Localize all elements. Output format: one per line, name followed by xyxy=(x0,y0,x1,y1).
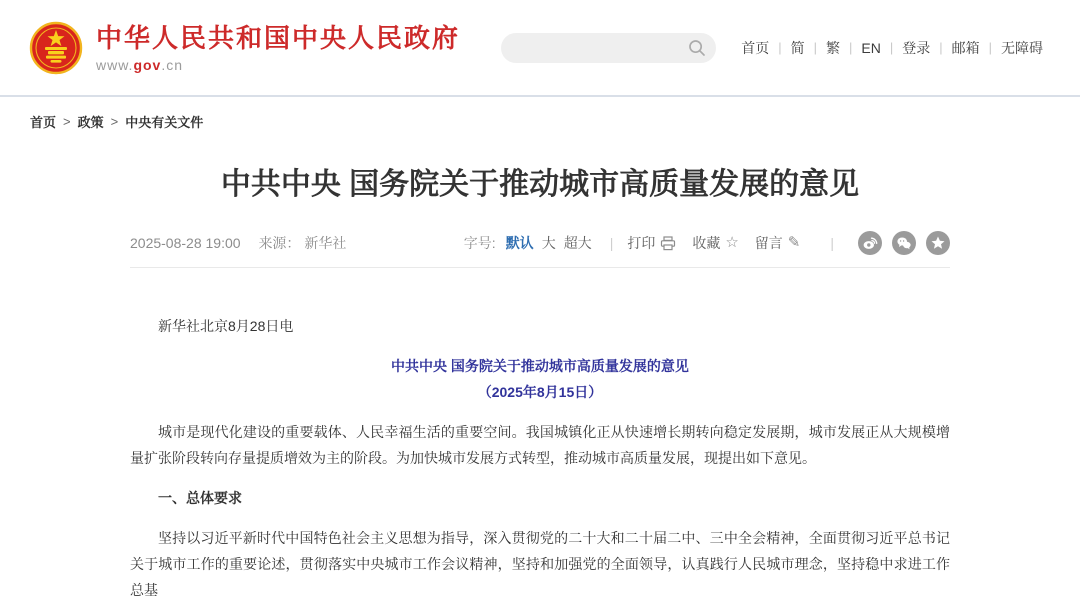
nav-mail[interactable]: 邮箱 xyxy=(951,39,980,56)
comment-label: 留言 xyxy=(754,235,783,251)
meta-separator: | xyxy=(830,235,834,251)
star-share-icon[interactable] xyxy=(926,231,950,255)
page-title: 中共中央 国务院关于推动城市高质量发展的意见 xyxy=(220,168,860,201)
nav-separator: | xyxy=(889,40,894,55)
print-button[interactable] xyxy=(627,233,676,253)
top-nav xyxy=(732,38,1052,58)
printer-icon xyxy=(660,236,676,251)
font-size-xlarge[interactable]: 超大 xyxy=(563,235,592,251)
article-meta-left xyxy=(130,233,346,253)
font-size-label: 字号: xyxy=(463,235,496,251)
document-heading xyxy=(130,353,950,405)
breadcrumb xyxy=(0,97,1080,131)
weibo-icon[interactable] xyxy=(858,231,882,255)
site-url-gov: gov xyxy=(133,56,162,73)
section-heading: 一、总体要求 xyxy=(158,490,242,506)
meta-separator: | xyxy=(609,235,614,251)
breadcrumb-central-documents[interactable]: 中央有关文件 xyxy=(125,115,204,130)
body-paragraph: 城市是现代化建设的重要载体、人民幸福生活的重要空间。我国城镇化正从快速增长期转向稳定发展期，城市发展正从大规模增量扩张阶段转向存量提质增效为主的阶段。为加快城市发展方式转型，推动城市高质量发展，现提出如下意见。 xyxy=(130,424,950,466)
nav-simplified[interactable]: 简 xyxy=(790,39,805,56)
search-input[interactable] xyxy=(515,40,688,55)
body-paragraph: 坚持以习近平新时代中国特色社会主义思想为指导，深入贯彻党的二十大和二十届二中、三中全会精神，全面贯彻习近平总书记关于城市工作的重要论述，贯彻落实中央城市工作会议精神，坚持和加强党的全面领导，认真践行人民城市理念，坚持稳中求进工作总基 xyxy=(130,530,950,598)
meta-divider xyxy=(130,267,950,268)
nav-accessibility[interactable]: 无障碍 xyxy=(1001,39,1043,56)
nav-separator: | xyxy=(813,40,817,55)
site-url xyxy=(96,57,460,73)
nav-traditional[interactable]: 繁 xyxy=(825,39,840,56)
print-label: 打印 xyxy=(627,235,656,251)
site-url-cn: .cn xyxy=(161,56,184,73)
nav-separator: | xyxy=(778,40,782,55)
font-size-large[interactable]: 大 xyxy=(541,235,556,251)
article-meta xyxy=(130,231,950,255)
publish-datetime: 2025-08-28 19:00 xyxy=(130,235,241,251)
breadcrumb-separator: > xyxy=(63,114,71,129)
favorite-button[interactable] xyxy=(692,233,738,253)
comment-button[interactable] xyxy=(755,233,801,253)
nav-login[interactable]: 登录 xyxy=(902,39,931,56)
article-body xyxy=(130,313,950,603)
source-value[interactable]: 新华社 xyxy=(304,235,347,251)
nav-home[interactable]: 首页 xyxy=(741,39,770,56)
wechat-icon[interactable] xyxy=(892,231,916,255)
document-date: （2025年8月15日） xyxy=(477,384,603,400)
site-brand[interactable] xyxy=(28,20,460,76)
site-title: 中华人民共和国中央人民政府 xyxy=(96,22,461,53)
article xyxy=(130,165,950,603)
search-box xyxy=(501,33,716,63)
nav-separator: | xyxy=(988,40,992,55)
site-header xyxy=(0,0,1080,97)
national-emblem-icon xyxy=(28,20,84,76)
breadcrumb-separator: > xyxy=(110,114,119,129)
search-button[interactable] xyxy=(688,39,706,57)
font-size-default[interactable]: 默认 xyxy=(505,235,534,251)
nav-separator: | xyxy=(939,40,943,55)
star-icon: ☆ xyxy=(725,234,739,251)
nav-english[interactable]: EN xyxy=(861,39,881,56)
breadcrumb-policy[interactable]: 政策 xyxy=(77,115,104,130)
share-buttons xyxy=(848,231,950,255)
nav-separator: | xyxy=(848,40,853,55)
article-meta-tools xyxy=(464,231,950,255)
site-url-www: www. xyxy=(96,56,134,73)
breadcrumb-home[interactable]: 首页 xyxy=(30,115,57,130)
source-label: 来源： xyxy=(258,235,301,251)
search-icon xyxy=(688,39,706,57)
font-size-control xyxy=(464,233,596,253)
dateline: 新华社北京8月28日电 xyxy=(158,318,294,334)
pencil-icon: ✎ xyxy=(787,234,801,251)
document-title: 中共中央 国务院关于推动城市高质量发展的意见 xyxy=(391,358,689,374)
favorite-label: 收藏 xyxy=(692,235,721,251)
